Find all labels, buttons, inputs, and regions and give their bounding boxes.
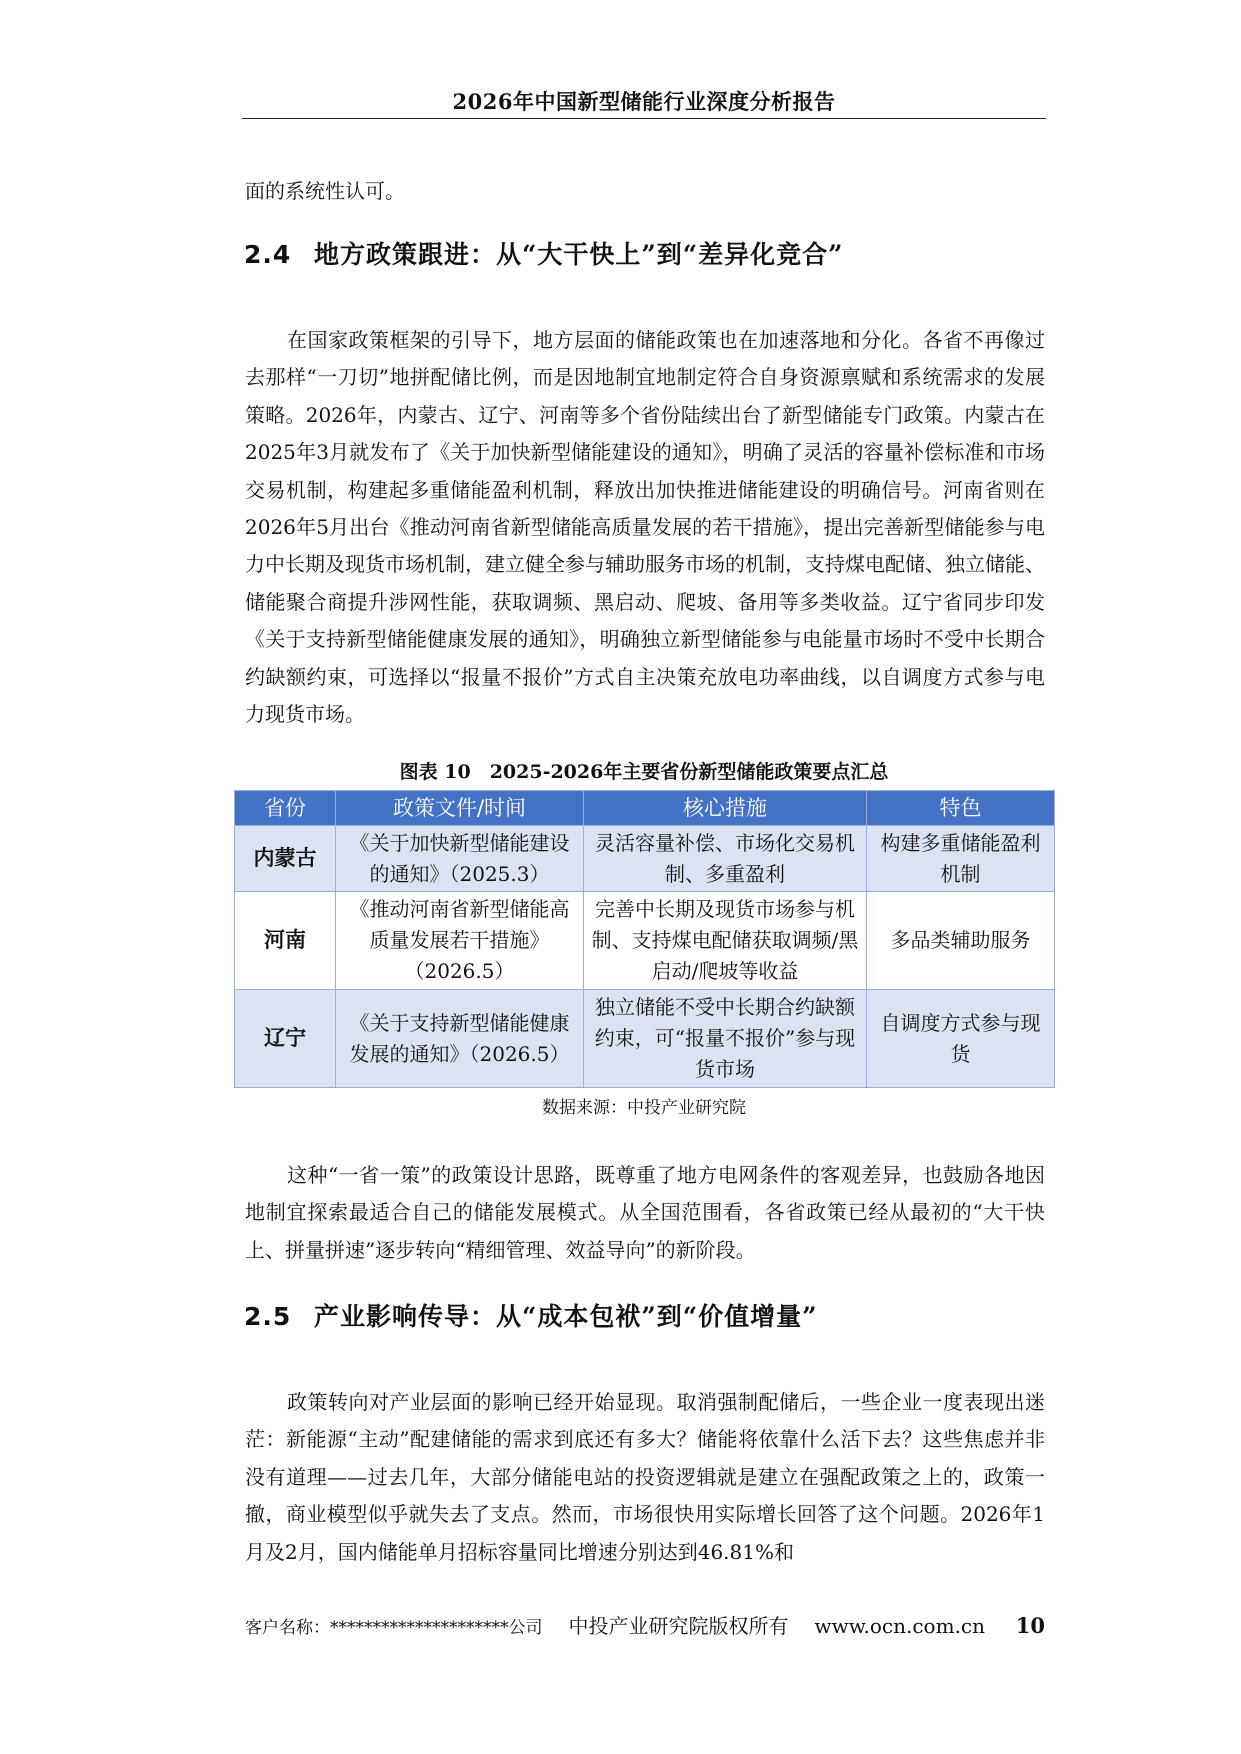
policy-table — [234, 790, 1055, 1088]
table-row — [235, 990, 1055, 1088]
page-header-title: 2026年中国新型储能行业深度分析报告 — [452, 89, 836, 114]
document-cell: 《关于加快新型储能建设的通知》（2025.3） — [336, 826, 584, 892]
intro-fragment: 面的系统性认可。 — [245, 179, 405, 203]
province-cell: 河南 — [235, 892, 336, 990]
document-cell: 《推动河南省新型储能高质量发展若干措施》（2026.5） — [336, 892, 584, 990]
footer-client: 客户名称：*********************公司 — [245, 1618, 543, 1638]
feature-cell: 构建多重储能盈利机制 — [867, 826, 1055, 892]
paragraph-after-table: 这种“一省一策”的政策设计思路，既尊重了地方电网条件的客观差异，也鼓励各地因地制宜探索最适合自己的储能发展模式。从全国范围看，各省政策已经从最初的“大干快上、拼量拼速”逐步转向“精细管理、效益导向”的新阶段。 — [245, 1163, 1045, 1262]
table-row — [235, 892, 1055, 990]
section-2-4-paragraph: 在国家政策框架的引导下，地方层面的储能政策也在加速落地和分化。各省不再像过去那样“一刀切”地拼配储比例，而是因地制宜地制定符合自身资源禀赋和系统需求的发展策略。2026年，内蒙古、辽宁、河南等多个省份陆续出台了新型储能专门政策。内蒙古在2025年3月就发布了《关于加快新型储能建设的通知》，明确了灵活的容量补偿标准和市场交易机制，构建起多重储能盈利机制，释放出加快推进储能建设的明确信号。河南省则在2026年5月出台《推动河南省新型储能高质量发展的若干措施》，提出完善新型储能参与电力中长期及现货市场机制，建立健全参与辅助服务市场的机制，支持煤电配储、独立储能、储能聚合商提升涉网性能，获取调频、黑启动、爬坡、备用等多类收益。辽宁省同步印发《关于支持新型储能健康发展的通知》，明确独立新型储能参与电能量市场时不受中长期合约缺额约束，可选择以“报量不报价”方式自主决策充放电功率曲线，以自调度方式参与电力现货市场。 — [245, 328, 1045, 727]
section-heading-2-4 — [244, 235, 1044, 271]
measures-cell: 独立储能不受中长期合约缺额约束，可“报量不报价”参与现货市场 — [584, 990, 867, 1088]
document-cell: 《关于支持新型储能健康发展的通知》（2026.5） — [336, 990, 584, 1088]
section-number: 2.5 — [244, 1302, 292, 1331]
column-header: 特色 — [867, 791, 1055, 826]
header-divider — [242, 118, 1046, 119]
page-footer — [245, 1610, 1045, 1639]
page-number: 10 — [1015, 1613, 1045, 1638]
measures-cell: 完善中长期及现货市场参与机制、支持煤电配储获取调频/黑启动/爬坡等收益 — [584, 892, 867, 990]
section-number: 2.4 — [244, 240, 292, 269]
measures-cell: 灵活容量补偿、市场化交易机制、多重盈利 — [584, 826, 867, 892]
province-cell: 内蒙古 — [235, 826, 336, 892]
footer-url[interactable]: www.ocn.com.cn — [814, 1614, 985, 1638]
section-title: 产业影响传导：从“成本包袱”到“价值增量” — [314, 1302, 818, 1331]
table-row — [235, 826, 1055, 892]
footer-copyright: 中投产业研究院版权所有 — [568, 1614, 789, 1638]
section-heading-2-5 — [244, 1297, 1044, 1333]
table-source: 数据来源：中投产业研究院 — [542, 1098, 746, 1118]
column-header: 核心措施 — [584, 791, 867, 826]
column-header: 省份 — [235, 791, 336, 826]
column-header: 政策文件/时间 — [336, 791, 584, 826]
section-2-5-paragraph: 政策转向对产业层面的影响已经开始显现。取消强制配储后，一些企业一度表现出迷茫：新能源“主动”配建储能的需求到底还有多大？储能将依靠什么活下去？这些焦虑并非没有道理——过去几年，大部分储能电站的投资逻辑就是建立在强配政策之上的，政策一撤，商业模型似乎就失去了支点。然而，市场很快用实际增长回答了这个问题。2026年1月及2月，国内储能单月招标容量同比增速分别达到46.81%和 — [245, 1390, 1045, 1564]
table-caption: 图表 10 2025-2026年主要省份新型储能政策要点汇总 — [399, 761, 889, 783]
province-cell: 辽宁 — [235, 990, 336, 1088]
feature-cell: 自调度方式参与现货 — [867, 990, 1055, 1088]
section-title: 地方政策跟进：从“大干快上”到“差异化竞合” — [314, 240, 844, 269]
table-header-row — [235, 791, 1055, 826]
feature-cell: 多品类辅助服务 — [867, 892, 1055, 990]
